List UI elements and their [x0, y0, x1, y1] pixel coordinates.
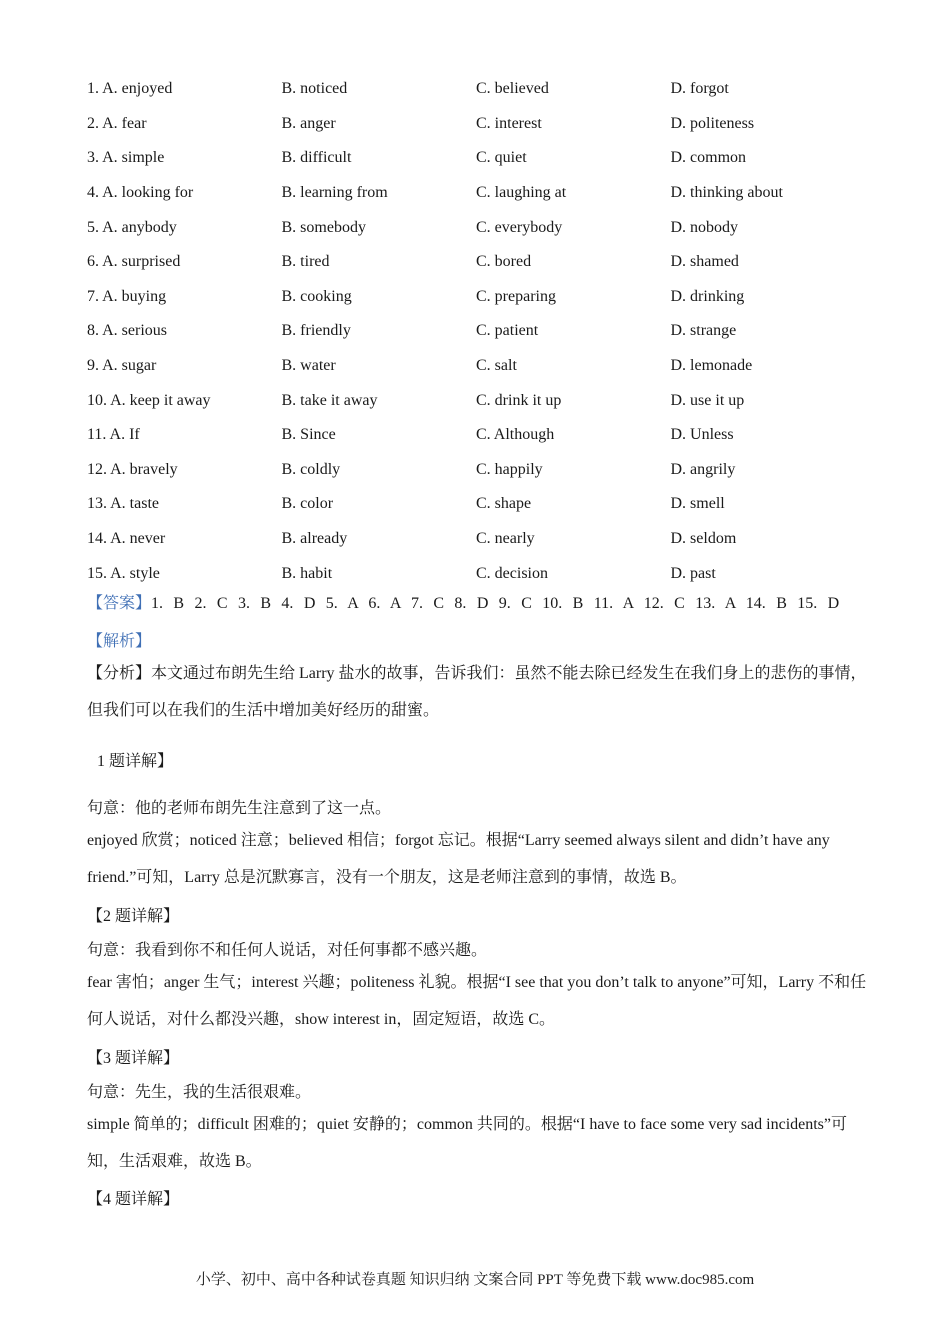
option-cell: 8. A. serious [87, 322, 167, 340]
option-row [87, 522, 865, 557]
option-cell: B. water [281, 357, 336, 375]
option-cell: D. lemonade [670, 357, 753, 375]
option-cell: D. Unless [670, 426, 734, 444]
q3-meaning: 句意：先生，我的生活很艰难。 [87, 1084, 312, 1101]
option-row [87, 556, 865, 591]
option-cell: C. Although [476, 426, 555, 444]
q1-meaning: 句意：他的老师布朗先生注意到了这一点。 [87, 800, 392, 817]
option-row [87, 141, 865, 176]
option-cell: C. quiet [476, 149, 527, 167]
option-cell: 2. A. fear [87, 114, 147, 132]
option-cell: C. drink it up [476, 391, 562, 409]
page-footer: 小学、初中、高中各种试卷真题 知识归纳 文案合同 PPT 等免费下载 www.doc985.com [195, 1272, 755, 1288]
option-cell: 12. A. bravely [87, 460, 178, 478]
q2-explanation: fear 害怕；anger 生气；interest 兴趣；politeness 礼貌。根据“I see that you don’t talk to anyone”可知，Larry 不和任何人说话，对什么都没兴趣，show interest in，固定短语，故选 C。 [87, 974, 867, 1028]
option-cell: 5. A. anybody [87, 218, 177, 236]
option-cell: D. common [670, 149, 747, 167]
option-cell: 13. A. taste [87, 495, 159, 513]
option-cell: B. take it away [281, 391, 378, 409]
answer-line [87, 590, 839, 613]
option-cell: B. habit [281, 564, 333, 582]
option-row [87, 245, 865, 280]
option-cell: 3. A. simple [87, 149, 165, 167]
option-cell: B. already [281, 530, 348, 548]
option-cell: D. strange [670, 322, 737, 340]
option-row [87, 418, 865, 453]
option-row [87, 314, 865, 349]
option-cell: B. coldly [281, 460, 341, 478]
q3-explanation: simple 简单的；difficult 困难的；quiet 安静的；common 共同的。根据“I have to face some very sad incidents”可知，生活艰难，故选 B。 [87, 1116, 848, 1170]
option-cell: 9. A. sugar [87, 357, 157, 375]
option-cell: 14. A. never [87, 530, 166, 548]
option-cell: D. angrily [670, 460, 736, 478]
option-cell: B. cooking [281, 287, 352, 305]
option-row [87, 349, 865, 384]
option-cell: 1. A. enjoyed [87, 80, 173, 98]
analysis-paragraph: 【分析】本文通过布朗先生给 Larry 盐水的故事，告诉我们：虽然不能去除已经发生在我们身上的悲伤的事情，但我们可以在我们的生活中增加美好经历的甜蜜。 [87, 665, 867, 719]
q2-heading: 【2 题详解】 [87, 908, 180, 925]
q1-explanation: enjoyed 欣赏；noticed 注意；believed 相信；forgot 忘记。根据“Larry seemed always silent and didn’t have any friend.”可知，Larry 总是沉默寡言，没有一个朋友，这是老师注意到的事情，故选 B。 [87, 832, 830, 886]
option-cell: D. politeness [670, 114, 755, 132]
option-cell: D. thinking about [670, 184, 783, 202]
option-cell: 4. A. looking for [87, 184, 194, 202]
option-cell: B. friendly [281, 322, 351, 340]
option-cell: 15. A. style [87, 564, 160, 582]
q3-heading: 【3 题详解】 [87, 1050, 180, 1067]
option-cell: C. happily [476, 460, 543, 478]
option-cell: C. interest [476, 114, 542, 132]
option-cell: 10. A. keep it away [87, 391, 211, 409]
option-cell: C. patient [476, 322, 539, 340]
option-cell: D. drinking [670, 287, 745, 305]
analysis-tag: 【解析】 [87, 633, 152, 650]
options-table [87, 72, 865, 591]
option-cell: B. color [281, 495, 334, 513]
option-row [87, 72, 865, 107]
option-cell: D. past [670, 564, 716, 582]
option-cell: C. bored [476, 253, 532, 271]
option-cell: C. shape [476, 495, 532, 513]
option-cell: D. seldom [670, 530, 737, 548]
answer-values: 1. B 2. C 3. B 4. D 5. A 6. A 7. C 8. D 9. C 10. B 11. A 12. C 13. A 14. B 15. D [151, 595, 840, 612]
option-row [87, 453, 865, 488]
option-cell: B. learning from [281, 184, 388, 202]
option-cell: 7. A. buying [87, 287, 167, 305]
option-cell: C. laughing at [476, 184, 567, 202]
option-cell: D. use it up [670, 391, 745, 409]
option-cell: C. believed [476, 80, 549, 98]
option-cell: C. decision [476, 564, 548, 582]
option-cell: B. anger [281, 114, 336, 132]
option-row [87, 176, 865, 211]
option-cell: B. tired [281, 253, 330, 271]
option-cell: C. preparing [476, 287, 556, 305]
option-row [87, 383, 865, 418]
option-cell: C. nearly [476, 530, 535, 548]
option-cell: D. smell [670, 495, 725, 513]
option-cell: B. somebody [281, 218, 366, 236]
q4-heading: 【4 题详解】 [87, 1191, 180, 1208]
q2-meaning: 句意：我看到你不和任何人说话，对任何事都不感兴趣。 [87, 942, 488, 959]
option-cell: C. everybody [476, 218, 563, 236]
option-row [87, 107, 865, 142]
option-cell: D. nobody [670, 218, 739, 236]
option-cell: B. difficult [281, 149, 352, 167]
answer-tag: 【答案】 [87, 595, 152, 612]
option-cell: C. salt [476, 357, 517, 375]
option-cell: B. noticed [281, 80, 348, 98]
option-row [87, 487, 865, 522]
option-cell: D. forgot [670, 80, 729, 98]
option-cell: D. shamed [670, 253, 739, 271]
option-cell: B. Since [281, 426, 336, 444]
option-cell: 6. A. surprised [87, 253, 181, 271]
option-row [87, 210, 865, 245]
option-cell: 11. A. If [87, 426, 140, 444]
option-row [87, 280, 865, 315]
q1-heading: 1 题详解】 [97, 753, 174, 770]
